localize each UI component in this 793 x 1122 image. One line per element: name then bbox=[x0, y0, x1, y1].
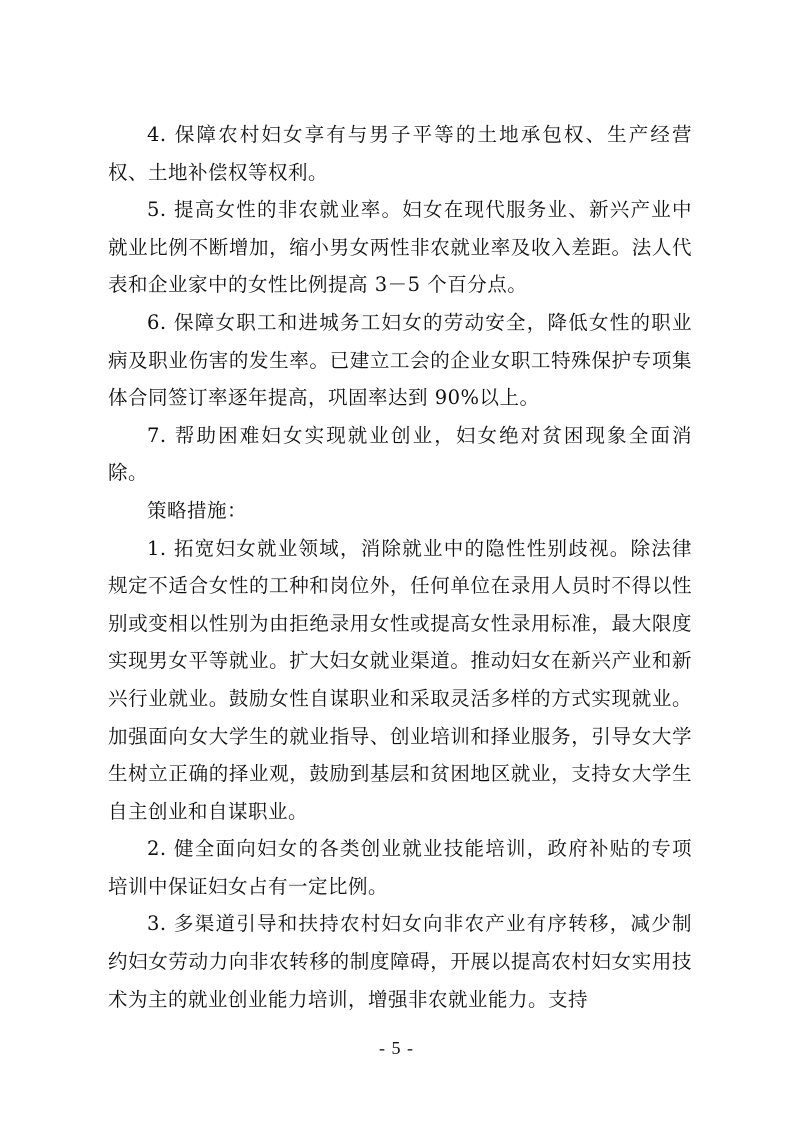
goal-paragraph-4: 4. 保障农村妇女享有与男子平等的土地承包权、生产经营权、土地补偿权等权利。 bbox=[108, 123, 692, 184]
page-number: - 5 - bbox=[379, 1038, 414, 1058]
goal-paragraph-6: 6. 保障女职工和进城务工妇女的劳动安全，降低女性的职业病及职业伤害的发生率。已建立工会的企业女职工特殊保护专项集体合同签订率逐年提高，巩固率达到 90%以上。 bbox=[108, 310, 692, 410]
goal-paragraph-5: 5. 提高女性的非农就业率。妇女在现代服务业、新兴产业中就业比例不断增加，缩小男女两性非农就业率及收入差距。法人代表和企业家中的女性比例提高 3－5 个百分点。 bbox=[108, 198, 692, 297]
document-body bbox=[108, 116, 692, 1018]
goal-paragraph-7: 7. 帮助困难妇女实现就业创业，妇女绝对贫困现象全面消除。 bbox=[108, 423, 692, 485]
measure-paragraph-3: 3. 多渠道引导和扶持农村妇女向非农产业有序转移，减少制约妇女劳动力向非农转移的制度障碍，开展以提高农村妇女实用技术为主的就业创业能力培训，增强非农就业能力。支持 bbox=[108, 912, 692, 1011]
measure-paragraph-2: 2. 健全面向妇女的各类创业就业技能培训，政府补贴的专项培训中保证妇女占有一定比例。 bbox=[108, 837, 692, 898]
measure-paragraph-1: 1. 拓宽妇女就业领域，消除就业中的隐性性别歧视。除法律规定不适合女性的工种和岗位外，任何单位在录用人员时不得以性别或变相以性别为由拒绝录用女性或提高女性录用标准，最大限度实现男女平等就业。扩大妇女就业渠道。推动妇女在新兴产业和新兴行业就业。鼓励女性自谋职业和采取灵活多样的方式实现就业。加强面向女大学生的就业指导、创业培训和择业服务，引导女大学生树立正确的择业观，鼓励到基层和贫困地区就业，支持女大学生自主创业和自谋职业。 bbox=[108, 536, 692, 823]
section-heading: 策略措施： bbox=[147, 498, 248, 522]
